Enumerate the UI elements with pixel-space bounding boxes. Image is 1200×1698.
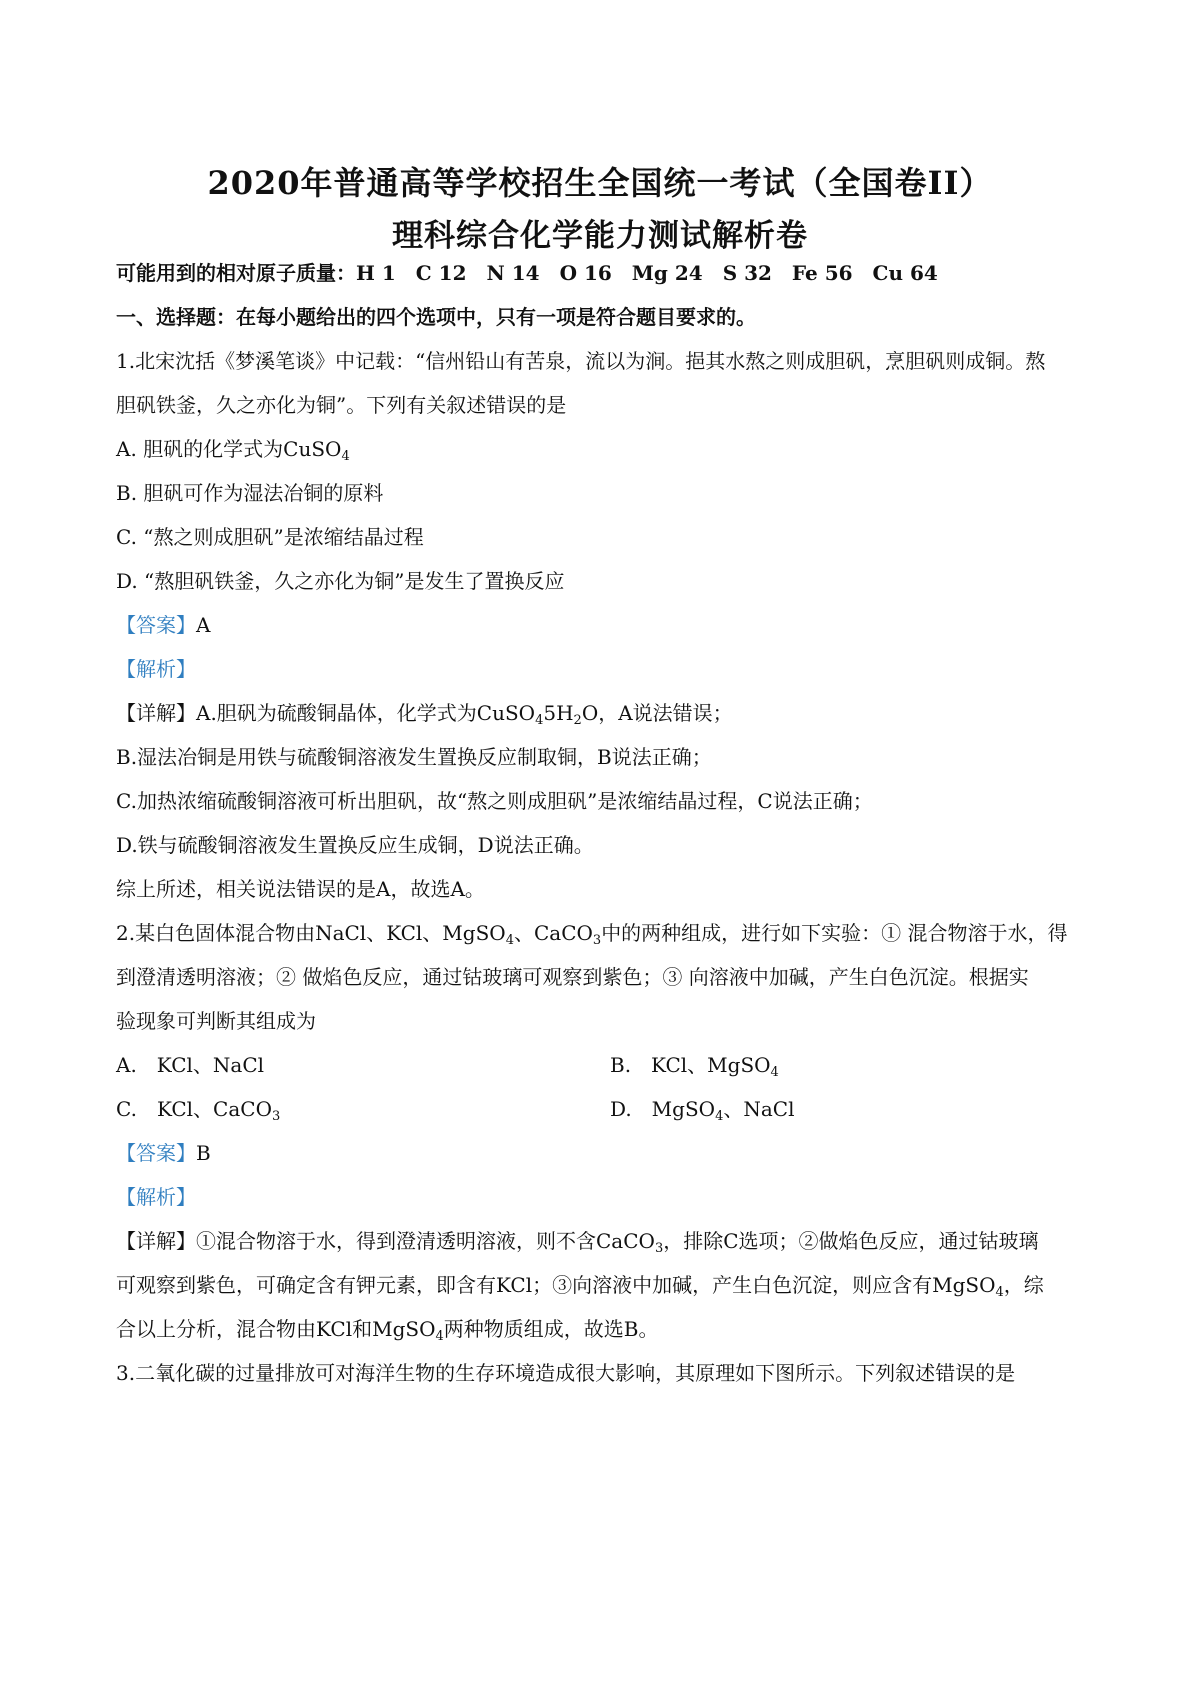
q3-stem: 3.二氧化碳的过量排放可对海洋生物的生存环境造成很大影响，其原理如下图所示。下列叙述错误的是	[116, 1361, 1016, 1385]
exam-subtitle: 理科综合化学能力测试解析卷	[392, 218, 808, 254]
subscript: 3	[592, 933, 602, 948]
subscript: 4	[535, 713, 544, 728]
q1-detail-line1	[116, 698, 1096, 728]
text: B. KCl、MgSO	[610, 1053, 771, 1077]
q1-summary: 综上所述，相关说法错误的是A，故选A。	[116, 877, 485, 901]
q1-answer	[116, 610, 1096, 640]
text: C. KCl、CaCO	[116, 1097, 272, 1121]
q2-analysis-label	[116, 1182, 1096, 1212]
analysis-label: 【解析】	[116, 1185, 196, 1209]
subscript: 4	[715, 1109, 724, 1124]
subscript: 4	[770, 1065, 779, 1080]
q2-detail-line1	[116, 1226, 1096, 1256]
text: ，排除C选项；②做焰色反应，通过钴玻璃	[663, 1229, 1039, 1253]
text: D. MgSO	[610, 1097, 716, 1121]
q1-option-a	[116, 434, 1096, 464]
text: 、NaCl	[723, 1097, 795, 1121]
subscript: 4	[435, 1329, 444, 1344]
text: 、CaCO	[513, 921, 593, 945]
answer-value: B	[196, 1141, 211, 1165]
q2-option-c	[116, 1094, 280, 1124]
detail-label: 【详解】	[116, 1229, 196, 1253]
analysis-label: 【解析】	[116, 657, 196, 681]
subscript: 3	[654, 1241, 664, 1256]
q2-option-a: A. KCl、NaCl	[116, 1053, 265, 1077]
subscript: 4	[505, 933, 514, 948]
text: 合以上分析，混合物由KCl和MgSO	[116, 1317, 436, 1341]
q1-detail-line4: D.铁与硫酸铜溶液发生置换反应生成铜，D说法正确。	[116, 833, 594, 857]
subscript: 4	[995, 1285, 1004, 1300]
text: ，综	[1003, 1273, 1044, 1297]
q2-answer	[116, 1138, 1096, 1168]
subscript: 2	[573, 713, 582, 728]
section-heading: 一、选择题：在每小题给出的四个选项中，只有一项是符合题目要求的。	[116, 305, 756, 329]
q1-stem-line1: 1.北宋沈括《梦溪笔谈》中记载：“信州铅山有苦泉，流以为涧。挹其水熬之则成胆矾，烹胆矾则成铜。熬	[116, 349, 1046, 373]
detail-label: 【详解】	[116, 701, 196, 725]
q1-option-d: D. “熬胆矾铁釜，久之亦化为铜”是发生了置换反应	[116, 569, 565, 593]
text: 中的两种组成，进行如下实验：① 混合物溶于水，得	[601, 921, 1068, 945]
q2-detail-line2	[116, 1270, 1096, 1300]
q1-detail-line3: C.加热浓缩硫酸铜溶液可析出胆矾，故“熬之则成胆矾”是浓缩结晶过程，C说法正确；	[116, 789, 873, 813]
answer-value: A	[196, 613, 211, 637]
answer-label: 【答案】	[116, 1141, 196, 1165]
text: ①混合物溶于水，得到澄清透明溶液，则不含CaCO	[196, 1229, 655, 1253]
subscript: 3	[271, 1109, 281, 1124]
q1-analysis-label	[116, 654, 1096, 684]
text: 可观察到紫色，可确定含有钾元素，即含有KCl；③向溶液中加碱，产生白色沉淀，则应含有MgSO	[116, 1273, 996, 1297]
text: 5H	[543, 701, 574, 725]
answer-label: 【答案】	[116, 613, 196, 637]
q1-option-c: C. “熬之则成胆矾”是浓缩结晶过程	[116, 525, 424, 549]
text: 2.某白色固体混合物由NaCl、KCl、MgSO	[116, 921, 506, 945]
q2-option-d	[610, 1094, 794, 1124]
text: A.胆矾为硫酸铜晶体，化学式为CuSO	[196, 701, 536, 725]
q2-stem-line3: 验现象可判断其组成为	[116, 1009, 316, 1033]
q2-stem-line2: 到澄清透明溶液；② 做焰色反应，通过钴玻璃可观察到紫色；③ 向溶液中加碱，产生白色沉淀。根据实	[116, 965, 1029, 989]
q1-option-b: B. 胆矾可作为湿法冶铜的原料	[116, 481, 384, 505]
exam-title: 2020年普通高等学校招生全国统一考试（全国卷II）	[207, 164, 993, 202]
atomic-mass-line: 可能用到的相对原子质量：H 1 C 12 N 14 O 16 Mg 24 S 32 Fe 56 Cu 64	[116, 261, 938, 285]
q1-stem-line2: 胆矾铁釜，久之亦化为铜”。下列有关叙述错误的是	[116, 393, 567, 417]
q2-option-b	[610, 1050, 779, 1080]
q1-option-a-text: A. 胆矾的化学式为CuSO	[116, 437, 342, 461]
subscript: 4	[341, 449, 350, 464]
q1-detail-line2: B.湿法冶铜是用铁与硫酸铜溶液发生置换反应制取铜，B说法正确；	[116, 745, 712, 769]
q2-detail-line3	[116, 1314, 1096, 1344]
q2-stem-line1	[116, 918, 1096, 948]
text: O，A说法错误；	[581, 701, 733, 725]
text: 两种物质组成，故选B。	[443, 1317, 659, 1341]
